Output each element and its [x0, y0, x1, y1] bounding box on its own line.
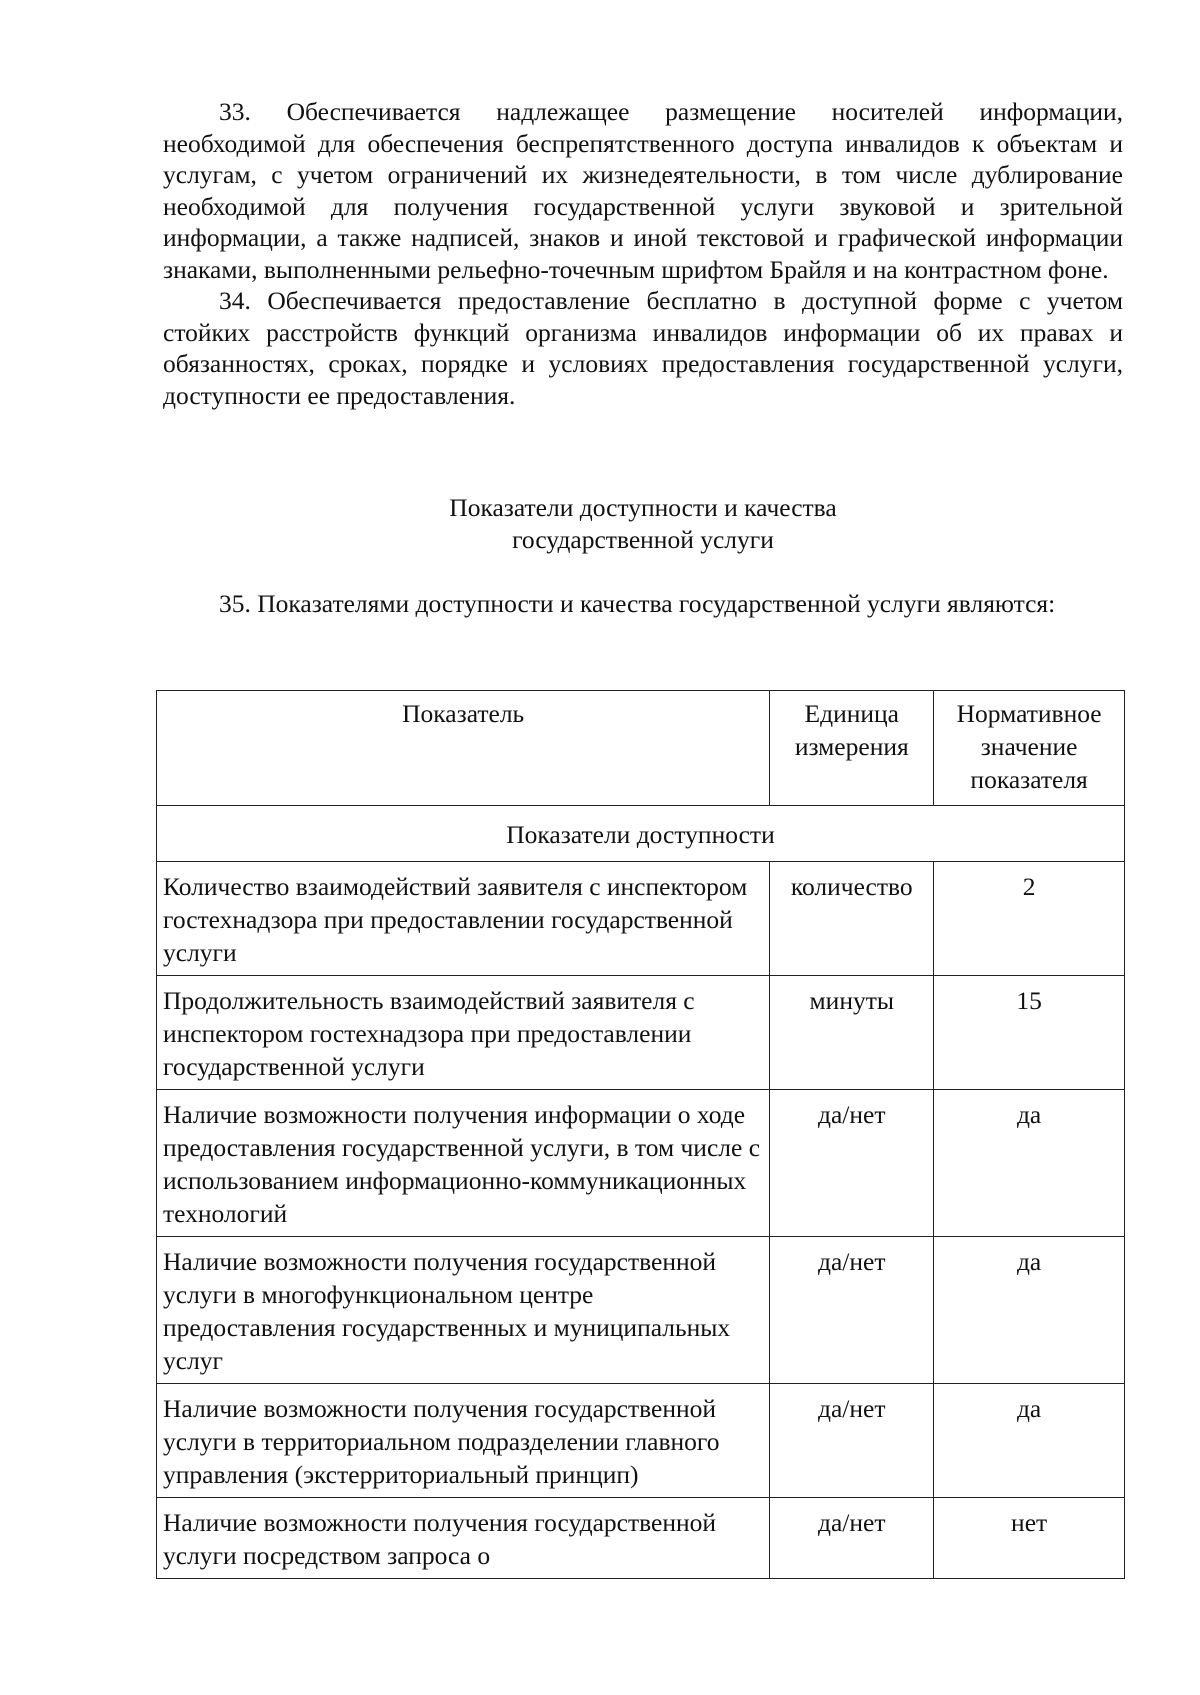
unit-cell: количество	[770, 862, 934, 976]
indicators-table	[156, 690, 1125, 1579]
unit-cell: минуты	[770, 976, 934, 1090]
header-unit: Единица измерения	[770, 691, 934, 806]
unit-cell: да/нет	[770, 1237, 934, 1384]
heading-line-2: государственной услуги	[512, 525, 774, 554]
indicator-cell: Наличие возможности получения информации о ходе предоставления государственной услуги, в том числе с использованием информационно-коммуникационных технологий	[157, 1090, 770, 1237]
section-title: Показатели доступности	[157, 806, 1125, 862]
norm-cell: да	[934, 1090, 1125, 1237]
indicator-cell: Наличие возможности получения государственной услуги посредством запроса о	[157, 1498, 770, 1579]
unit-cell: да/нет	[770, 1384, 934, 1498]
heading-line-1: Показатели доступности и качества	[449, 493, 837, 522]
body-text	[163, 96, 1123, 411]
header-indicator: Показатель	[157, 691, 770, 806]
table-row	[157, 1384, 1125, 1498]
indicator-cell: Количество взаимодействий заявителя с инспектором гостехнадзора при предоставлении государственной услуги	[157, 862, 770, 976]
norm-cell: да	[934, 1384, 1125, 1498]
indicator-cell: Наличие возможности получения государственной услуги в многофункциональном центре предоставления государственных и муниципальных услуг	[157, 1237, 770, 1384]
paragraph-34: 34. Обеспечивается предоставление бесплатно в доступной форме с учетом стойких расстройств функций организма инвалидов информации об их правах и обязанностях, сроках, порядке и условиях предоставления государственной услуги, доступности ее предоставления.	[163, 286, 1123, 410]
section-heading	[163, 492, 1123, 556]
table-row	[157, 1237, 1125, 1384]
norm-cell: да	[934, 1237, 1125, 1384]
norm-cell: 2	[934, 862, 1125, 976]
unit-cell: да/нет	[770, 1090, 934, 1237]
paragraph-35: 35. Показателями доступности и качества государственной услуги являются:	[219, 589, 1056, 618]
header-norm: Нормативное значение показателя	[934, 691, 1125, 806]
table-row	[157, 976, 1125, 1090]
norm-cell: нет	[934, 1498, 1125, 1579]
table-section-row	[157, 806, 1125, 862]
table-row	[157, 1090, 1125, 1237]
table-row	[157, 1498, 1125, 1579]
norm-cell: 15	[934, 976, 1125, 1090]
table-row	[157, 862, 1125, 976]
paragraph-33: 33. Обеспечивается надлежащее размещение носителей информации, необходимой для обеспечения беспрепятственного доступа инвалидов к объектам и услугам, с учетом ограничений их жизнедеятельности, в том числе дублирование необходимой для получения государственной услуги звуковой и зрительной информации, а также надписей, знаков и иной текстовой и графической информации знаками, выполненными рельефно-точечным шрифтом Брайля и на контрастном фоне.	[163, 97, 1123, 284]
table-header-row	[157, 691, 1125, 806]
indicator-cell: Продолжительность взаимодействий заявителя с инспектором гостехнадзора при предоставлении государственной услуги	[157, 976, 770, 1090]
unit-cell: да/нет	[770, 1498, 934, 1579]
indicator-cell: Наличие возможности получения государственной услуги в территориальном подразделении главного управления (экстерриториальный принцип)	[157, 1384, 770, 1498]
